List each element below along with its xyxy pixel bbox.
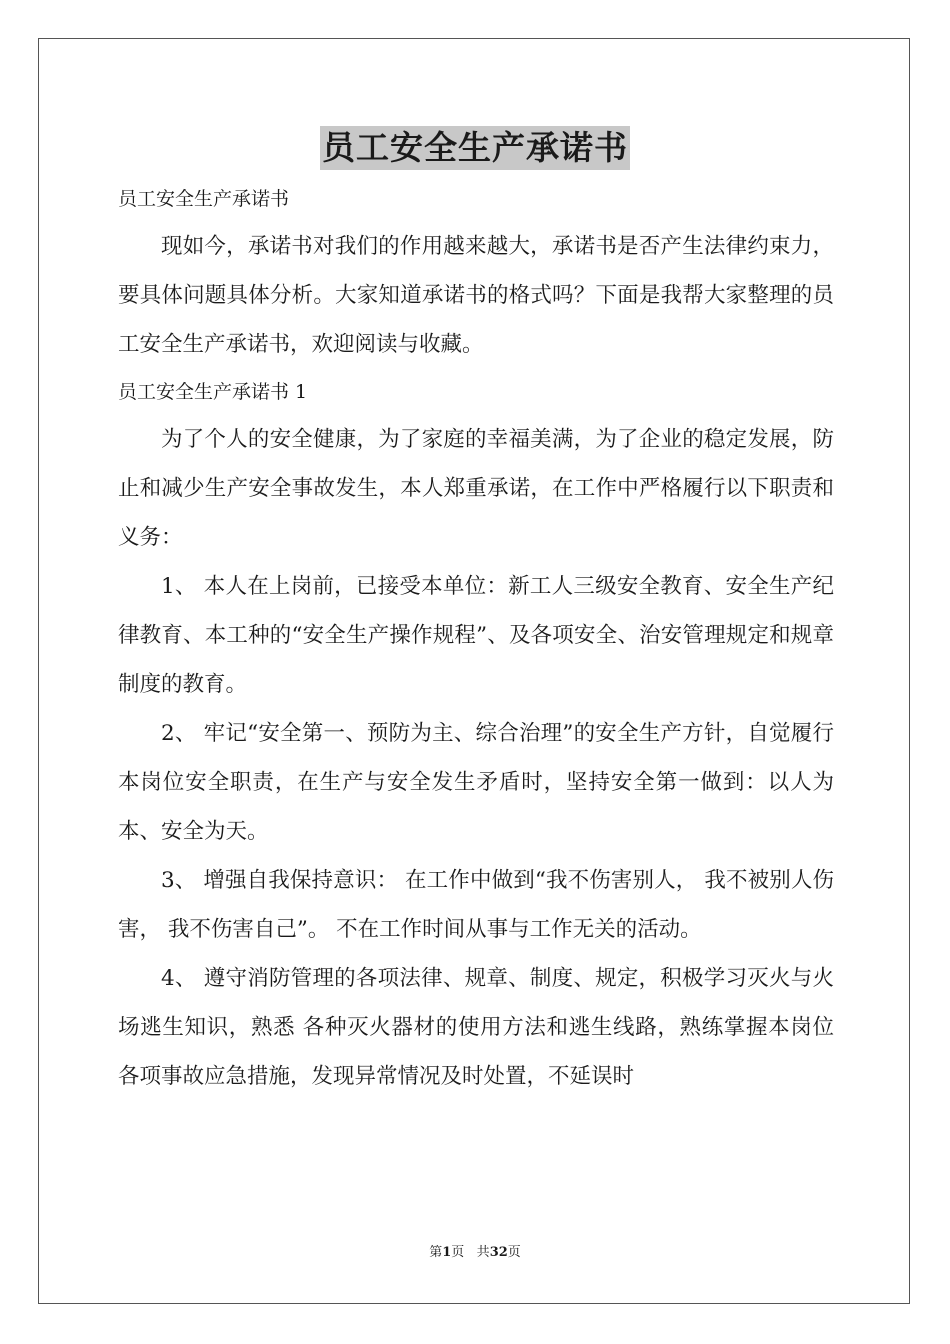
body-paragraph: 4、 遵守消防管理的各项法律、规章、制度、规定，积极学习灭火与火场逃生知识，熟悉 各种灭火器材的使用方法和逃生线路，熟练掌握本岗位各项事故应急措施，发现异常情况及时处置，不延误时 <box>118 966 834 1089</box>
total-suffix: 页 <box>507 1245 521 1260</box>
title-container <box>0 126 950 170</box>
section-heading: 员工安全生产承诺书 1 <box>118 381 308 403</box>
body-paragraph: 3、 增强自我保持意识： 在工作中做到“我不伤害别人， 我不被别人伤害， 我不伤害自己”。 不在工作时间从事与工作无关的活动。 <box>118 868 834 942</box>
page-number: 1 <box>442 1245 452 1260</box>
total-prefix: 共 <box>476 1245 490 1260</box>
page-footer <box>0 1243 950 1263</box>
document-subtitle: 员工安全生产承诺书 <box>118 188 290 210</box>
page-suffix: 页 <box>451 1245 465 1260</box>
body-paragraph: 2、 牢记“安全第一、预防为主、综合治理”的安全生产方针，自觉履行本岗位安全职责，在生产与安全发生矛盾时，坚持安全第一做到：以人为本、安全为天。 <box>118 721 834 844</box>
document-title: 员工安全生产承诺书 <box>320 126 630 170</box>
total-pages: 32 <box>489 1245 508 1260</box>
document-body <box>118 176 834 1101</box>
body-paragraph: 1、 本人在上岗前，已接受本单位：新工人三级安全教育、安全生产纪律教育、本工种的“安全生产操作规程”、及各项安全、治安管理规定和规章制度的教育。 <box>118 574 834 697</box>
body-paragraph: 为了个人的安全健康，为了家庭的幸福美满，为了企业的稳定发展，防止和减少生产安全事故发生，本人郑重承诺，在工作中严格履行以下职责和义务： <box>118 427 834 550</box>
intro-paragraph: 现如今，承诺书对我们的作用越来越大，承诺书是否产生法律约束力，要具体问题具体分析。大家知道承诺书的格式吗？下面是我帮大家整理的员工安全生产承诺书，欢迎阅读与收藏。 <box>118 234 834 357</box>
page-prefix: 第 <box>429 1245 443 1260</box>
